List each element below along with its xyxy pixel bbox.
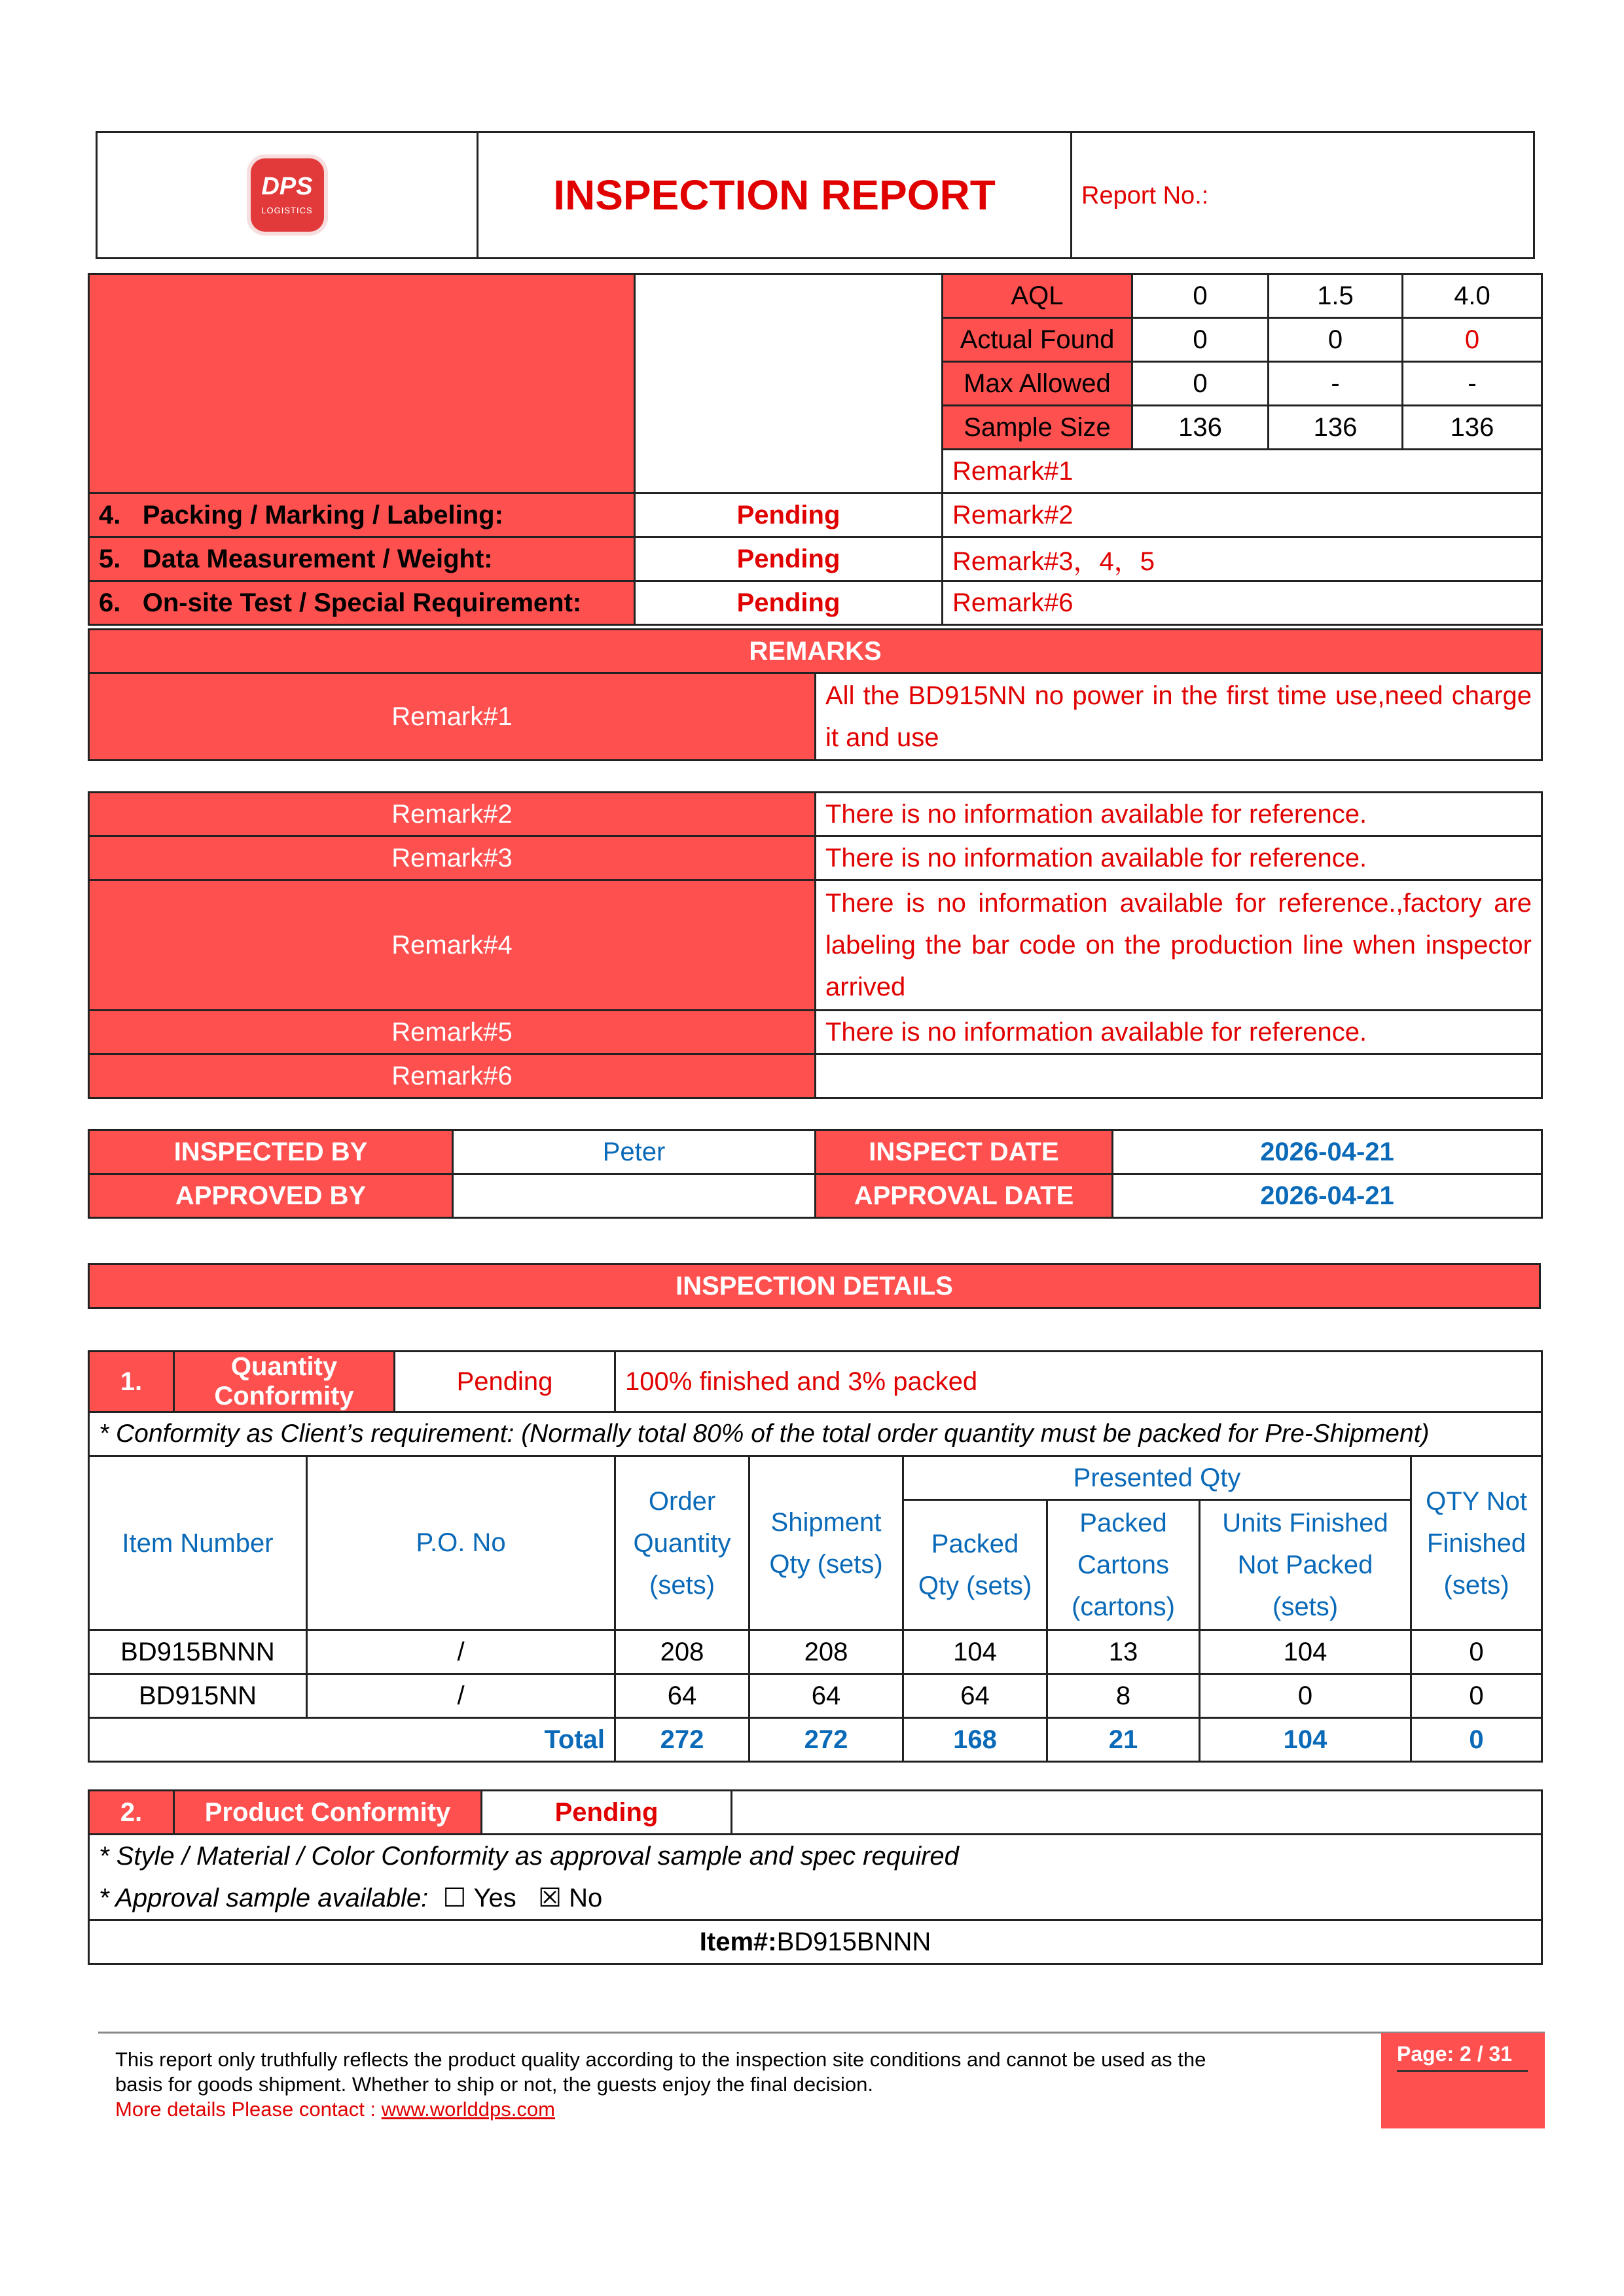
aql-value: 0 [1132,274,1269,318]
max-allowed-value: 0 [1132,362,1269,406]
sample-size-value: 136 [1269,406,1403,450]
report-number: Report No.: [1072,132,1534,259]
remark-text [816,1054,1542,1098]
col-header-packed-cartons: Packed Cartons (cartons) [1047,1500,1200,1630]
actual-found-value: 0 [1403,318,1542,362]
total-qty-not-finished: 0 [1411,1718,1542,1762]
remark-text: There is no information available for reference. [816,793,1542,836]
approved-by-label: APPROVED BY [89,1174,453,1218]
approval-sample-label: * Approval sample available: [99,1884,429,1912]
dps-logo: DPS LOGISTICS [251,158,324,232]
qty-not-finished: 0 [1411,1630,1542,1674]
summary-row-remark: Remark#3，4，5 [943,537,1542,581]
section-status: Pending [395,1352,615,1412]
product-note: * Style / Material / Color Conformity as approval sample and spec required [99,1842,959,1871]
signoff-table [88,1129,1543,1219]
remark-label: Remark#4 [89,880,816,1011]
po-number: / [307,1630,615,1674]
report-title: INSPECTION REPORT [478,132,1072,259]
total-packed-qty: 168 [903,1718,1047,1762]
remark-label: Remark#3 [89,836,816,880]
shipment-qty: 64 [749,1674,903,1718]
sample-size-label: Sample Size [943,406,1132,450]
page-number-box [1381,2033,1545,2128]
summary-row-remark: Remark#2 [943,493,1542,537]
summary-row-status: Pending [635,581,943,625]
section-title: Quantity Conformity [174,1352,395,1412]
table-row [89,1674,1542,1718]
remarks-table-continued [88,791,1543,1099]
product-table [88,1789,1543,1965]
no-checkbox[interactable]: ☒ [538,1884,562,1912]
units-not-packed: 104 [1200,1630,1411,1674]
summary-red-block [89,274,635,493]
no-label: No [569,1884,603,1912]
total-shipment-qty: 272 [749,1718,903,1762]
packed-qty: 104 [903,1630,1047,1674]
footer-disclaimer [115,2047,1307,2122]
table-row [89,1630,1542,1674]
summary-row-label: 5. Data Measurement / Weight: [89,537,635,581]
section-number: 2. [89,1791,174,1835]
remark-text: There is no information available for reference. [816,836,1542,880]
remark-label: Remark#5 [89,1011,816,1054]
approval-date-value: 2026-04-21 [1113,1174,1542,1218]
inspected-by-value: Peter [453,1130,816,1174]
item-line [89,1920,1542,1964]
yes-checkbox[interactable]: ☐ [442,1884,467,1912]
sample-size-value: 136 [1132,406,1269,450]
summary-row-status: Pending [635,493,943,537]
qty-not-finished: 0 [1411,1674,1542,1718]
footer-line-1: This report only truthfully reflects the product quality according to the inspection site conditions and cannot be used as the [115,2048,1206,2071]
order-qty: 208 [615,1630,749,1674]
actual-found-value: 0 [1269,318,1403,362]
item-number: BD915NN [89,1674,307,1718]
footer-contact-label: More details Please contact : [115,2098,382,2121]
yes-label: Yes [473,1884,516,1912]
max-allowed-value: - [1403,362,1542,406]
col-header-qty-not-finished: QTY Not Finished (sets) [1411,1456,1542,1630]
inspect-date-value: 2026-04-21 [1113,1130,1542,1174]
col-header-shipment-qty: Shipment Qty (sets) [749,1456,903,1630]
footer-divider [98,2032,1545,2034]
item-value: BD915BNNN [776,1927,931,1956]
summary-row-label: 6. On-site Test / Special Requirement: [89,581,635,625]
approval-sample-line [99,1877,1532,1919]
total-label: Total [89,1718,615,1762]
item-label: Item#: [699,1927,777,1956]
aql-label: AQL [943,274,1132,318]
remark-text: There is no information available for reference.,factory are labeling the bar code on the production line when inspector arrived [816,880,1542,1011]
summary-row-label: 4. Packing / Marking / Labeling: [89,493,635,537]
section-title: Product Conformity [174,1791,482,1835]
order-qty: 64 [615,1674,749,1718]
remarks-table [88,628,1543,761]
section-summary [732,1791,1542,1835]
section-number: 1. [89,1352,174,1412]
remark-label: Remark#2 [89,793,816,836]
approval-date-label: APPROVAL DATE [816,1174,1113,1218]
po-number: / [307,1674,615,1718]
sample-size-value: 136 [1403,406,1542,450]
section-summary: 100% finished and 3% packed [615,1352,1542,1412]
section-status: Pending [482,1791,732,1835]
summary-row-status: Pending [635,537,943,581]
max-allowed-value: - [1269,362,1403,406]
footer-contact [115,2097,1307,2122]
item-number: BD915BNNN [89,1630,307,1674]
page-number: Page: 2 / 31 [1397,2042,1528,2072]
remarks-title: REMARKS [89,630,1542,673]
total-row [89,1718,1542,1762]
summary-table [88,273,1543,626]
col-header-order-qty: Order Quantity (sets) [615,1456,749,1630]
approved-by-value [453,1174,816,1218]
col-header-packed-qty: Packed Qty (sets) [903,1500,1047,1630]
total-packed-cartons: 21 [1047,1718,1200,1762]
actual-found-label: Actual Found [943,318,1132,362]
packed-cartons: 13 [1047,1630,1200,1674]
details-title: INSPECTION DETAILS [89,1265,1540,1308]
remark-ref: Remark#1 [943,450,1542,493]
col-header-presented-qty: Presented Qty [903,1456,1411,1500]
aql-value: 4.0 [1403,274,1542,318]
packed-qty: 64 [903,1674,1047,1718]
remark-text: There is no information available for reference. [816,1011,1542,1054]
packed-cartons: 8 [1047,1674,1200,1718]
details-title-bar [88,1263,1541,1309]
summary-row-remark: Remark#6 [943,581,1542,625]
max-allowed-label: Max Allowed [943,362,1132,406]
col-header-units-finished: Units Finished Not Packed (sets) [1200,1500,1411,1630]
logo-cell [97,132,478,259]
remark-label: Remark#1 [89,673,816,761]
summary-blank-block [635,274,943,493]
footer-website-link[interactable]: www.worlddps.com [381,2098,555,2121]
remark-label: Remark#6 [89,1054,816,1098]
total-units-not-packed: 104 [1200,1718,1411,1762]
quantity-table [88,1350,1543,1763]
remark-text: All the BD915NN no power in the first time use,need charge it and use [816,673,1542,761]
quantity-note: * Conformity as Client’s requirement: (Normally total 80% of the total order quantity must be packed for Pre-Shipment) [89,1412,1542,1456]
actual-found-value: 0 [1132,318,1269,362]
report-header [96,131,1535,259]
col-header-item: Item Number [89,1456,307,1630]
inspect-date-label: INSPECT DATE [816,1130,1113,1174]
shipment-qty: 208 [749,1630,903,1674]
inspected-by-label: INSPECTED BY [89,1130,453,1174]
aql-value: 1.5 [1269,274,1403,318]
col-header-po: P.O. No [307,1456,615,1630]
units-not-packed: 0 [1200,1674,1411,1718]
total-order-qty: 272 [615,1718,749,1762]
product-notes [89,1835,1542,1920]
footer-line-2: basis for goods shipment. Whether to ship or not, the guests enjoy the final decision. [115,2073,873,2096]
